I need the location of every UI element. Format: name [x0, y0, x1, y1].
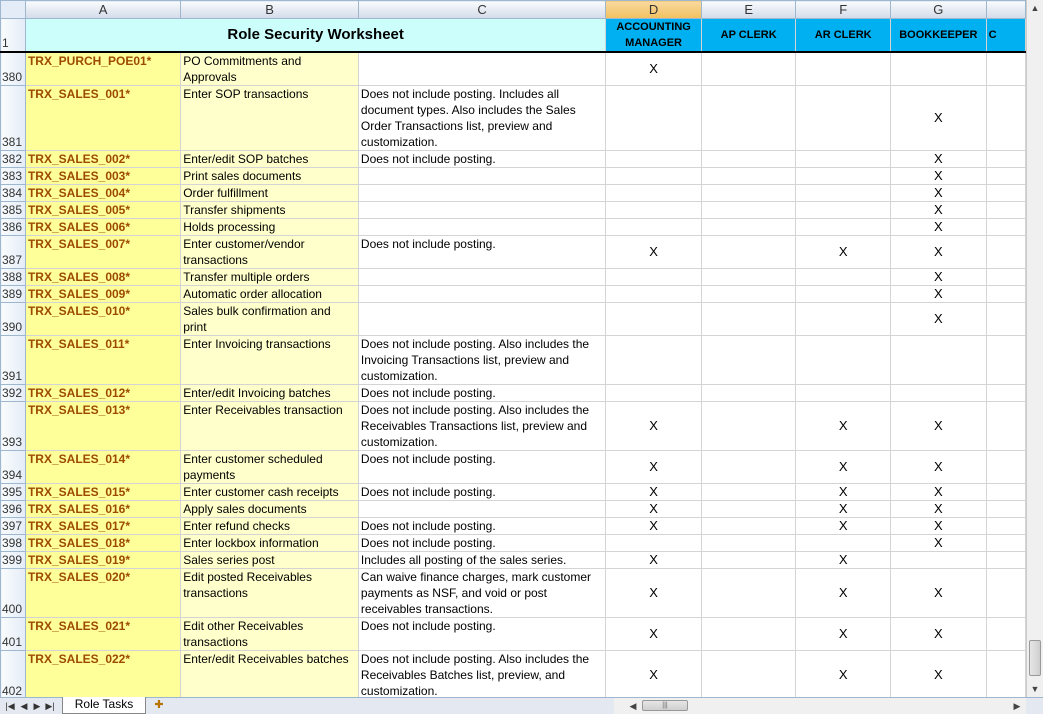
task-id-cell[interactable]: TRX_SALES_005* — [25, 202, 180, 219]
table-row — [1, 402, 1026, 451]
column-header-a[interactable]: A — [25, 1, 180, 19]
role-cell-ap-clerk[interactable] — [701, 86, 796, 151]
task-id-cell[interactable]: TRX_SALES_008* — [25, 269, 180, 286]
task-name-cell[interactable]: Enter Receivables transaction — [181, 402, 359, 451]
role-cell-accounting-manager[interactable]: X — [606, 552, 702, 569]
task-id-cell[interactable]: TRX_SALES_015* — [25, 484, 180, 501]
role-cell-ap-clerk[interactable] — [701, 151, 796, 168]
role-cell-bookkeeper[interactable]: X — [891, 151, 987, 168]
row-header[interactable]: 381 — [1, 86, 26, 151]
column-header-f[interactable]: F — [796, 1, 891, 19]
role-cell-bookkeeper[interactable] — [891, 385, 987, 402]
row-header[interactable]: 398 — [1, 535, 26, 552]
role-cell-ar-clerk[interactable]: X — [796, 552, 891, 569]
role-cell-ap-clerk[interactable] — [701, 336, 796, 385]
role-cell-accounting-manager[interactable]: X — [606, 518, 702, 535]
task-id-cell[interactable]: TRX_SALES_018* — [25, 535, 180, 552]
task-name-cell[interactable]: Transfer multiple orders — [181, 269, 359, 286]
role-cell-accounting-manager[interactable]: X — [606, 618, 702, 651]
role-cell-bookkeeper[interactable] — [891, 52, 987, 86]
task-notes-cell[interactable] — [358, 185, 605, 202]
task-id-cell[interactable]: TRX_SALES_001* — [25, 86, 180, 151]
task-notes-cell[interactable]: Does not include posting. — [358, 385, 605, 402]
table-row — [1, 651, 1026, 698]
task-name-cell[interactable]: Edit other Receivables transactions — [181, 618, 359, 651]
role-cell-bookkeeper[interactable]: X — [891, 303, 987, 336]
task-id-cell[interactable]: TRX_SALES_003* — [25, 168, 180, 185]
table-row — [1, 236, 1026, 269]
role-cell-ap-clerk[interactable] — [701, 569, 796, 618]
row-header[interactable]: 401 — [1, 618, 26, 651]
task-notes-cell[interactable]: Does not include posting. — [358, 484, 605, 501]
scroll-down-icon[interactable]: ▼ — [1030, 684, 1040, 694]
role-cell-ap-clerk[interactable] — [701, 185, 796, 202]
table-row — [1, 569, 1026, 618]
row-header[interactable]: 386 — [1, 219, 26, 236]
empty-cell[interactable] — [986, 385, 1025, 402]
row-header[interactable]: 400 — [1, 569, 26, 618]
empty-cell[interactable] — [986, 484, 1025, 501]
role-cell-bookkeeper[interactable]: X — [891, 484, 987, 501]
last-sheet-icon[interactable]: ▶| — [45, 701, 55, 711]
empty-cell[interactable] — [986, 336, 1025, 385]
role-cell-accounting-manager[interactable]: X — [606, 651, 702, 698]
empty-cell[interactable] — [986, 402, 1025, 451]
row-header[interactable]: 380 — [1, 52, 26, 86]
task-name-cell[interactable]: Automatic order allocation — [181, 286, 359, 303]
task-name-cell[interactable]: Enter Invoicing transactions — [181, 336, 359, 385]
role-cell-bookkeeper[interactable] — [891, 336, 987, 385]
empty-cell[interactable] — [986, 269, 1025, 286]
column-header-b[interactable]: B — [181, 1, 359, 19]
column-header-c[interactable]: C — [358, 1, 605, 19]
task-id-cell[interactable]: TRX_SALES_013* — [25, 402, 180, 451]
role-cell-ar-clerk[interactable]: X — [796, 618, 891, 651]
task-id-cell[interactable]: TRX_SALES_021* — [25, 618, 180, 651]
task-notes-cell[interactable] — [358, 202, 605, 219]
task-id-cell[interactable]: TRX_SALES_022* — [25, 651, 180, 698]
role-cell-ap-clerk[interactable] — [701, 385, 796, 402]
role-cell-bookkeeper[interactable]: X — [891, 185, 987, 202]
task-notes-cell[interactable] — [358, 269, 605, 286]
task-name-cell[interactable]: Enter lockbox information — [181, 535, 359, 552]
empty-cell[interactable] — [986, 303, 1025, 336]
role-cell-ap-clerk[interactable] — [701, 451, 796, 484]
task-notes-cell[interactable] — [358, 303, 605, 336]
role-cell-accounting-manager[interactable] — [606, 151, 702, 168]
row-header[interactable]: 395 — [1, 484, 26, 501]
task-name-cell[interactable]: Enter SOP transactions — [181, 86, 359, 151]
role-cell-ap-clerk[interactable] — [701, 518, 796, 535]
table-row — [1, 552, 1026, 569]
role-cell-bookkeeper[interactable]: X — [891, 535, 987, 552]
empty-cell[interactable] — [986, 202, 1025, 219]
task-name-cell[interactable]: Holds processing — [181, 219, 359, 236]
empty-cell[interactable] — [986, 286, 1025, 303]
table-row — [1, 451, 1026, 484]
task-name-cell[interactable]: Order fulfillment — [181, 185, 359, 202]
row-header[interactable]: 390 — [1, 303, 26, 336]
table-row — [1, 286, 1026, 303]
task-id-cell[interactable]: TRX_SALES_020* — [25, 569, 180, 618]
role-cell-accounting-manager[interactable]: X — [606, 484, 702, 501]
row-header[interactable]: 385 — [1, 202, 26, 219]
role-cell-bookkeeper[interactable]: X — [891, 402, 987, 451]
table-row — [1, 86, 1026, 151]
select-all-corner[interactable] — [1, 1, 26, 19]
row-header[interactable]: 391 — [1, 336, 26, 385]
task-notes-cell[interactable]: Does not include posting. — [358, 618, 605, 651]
task-notes-cell[interactable]: Does not include posting. — [358, 535, 605, 552]
role-cell-accounting-manager[interactable]: X — [606, 501, 702, 518]
role-cell-bookkeeper[interactable]: X — [891, 451, 987, 484]
empty-cell[interactable] — [986, 151, 1025, 168]
role-cell-ap-clerk[interactable] — [701, 535, 796, 552]
role-cell-ar-clerk[interactable] — [796, 168, 891, 185]
empty-cell[interactable] — [986, 618, 1025, 651]
role-cell-bookkeeper[interactable]: X — [891, 168, 987, 185]
task-id-cell[interactable]: TRX_SALES_012* — [25, 385, 180, 402]
task-notes-cell[interactable] — [358, 168, 605, 185]
role-cell-ap-clerk[interactable] — [701, 202, 796, 219]
task-name-cell[interactable]: Enter customer/vendor transactions — [181, 236, 359, 269]
role-cell-ap-clerk[interactable] — [701, 501, 796, 518]
task-notes-cell[interactable]: Does not include posting. Also includes the Receivables Batches list, preview, and customization. — [358, 651, 605, 698]
role-cell-ap-clerk[interactable] — [701, 168, 796, 185]
table-row — [1, 202, 1026, 219]
role-cell-accounting-manager[interactable] — [606, 286, 702, 303]
role-cell-ap-clerk[interactable] — [701, 236, 796, 269]
role-cell-ar-clerk[interactable] — [796, 151, 891, 168]
role-cell-ar-clerk[interactable] — [796, 52, 891, 86]
table-row — [1, 168, 1026, 185]
task-name-cell[interactable]: PO Commitments and Approvals — [181, 52, 359, 86]
row-header[interactable]: 384 — [1, 185, 26, 202]
table-row — [1, 151, 1026, 168]
task-id-cell[interactable]: TRX_SALES_019* — [25, 552, 180, 569]
scroll-left-icon[interactable]: ◀ — [629, 701, 637, 711]
role-cell-bookkeeper[interactable]: X — [891, 236, 987, 269]
row-header[interactable]: 388 — [1, 269, 26, 286]
role-cell-bookkeeper[interactable] — [891, 552, 987, 569]
role-cell-accounting-manager[interactable]: X — [606, 569, 702, 618]
row-header[interactable]: 396 — [1, 501, 26, 518]
task-name-cell[interactable]: Enter/edit Invoicing batches — [181, 385, 359, 402]
role-header-next[interactable]: C — [986, 19, 1025, 53]
table-row — [1, 269, 1026, 286]
role-cell-accounting-manager[interactable] — [606, 168, 702, 185]
role-cell-ar-clerk[interactable] — [796, 385, 891, 402]
table-row — [1, 484, 1026, 501]
table-row — [1, 518, 1026, 535]
role-cell-accounting-manager[interactable] — [606, 535, 702, 552]
role-cell-bookkeeper[interactable]: X — [891, 618, 987, 651]
role-cell-accounting-manager[interactable]: X — [606, 236, 702, 269]
task-id-cell[interactable]: TRX_SALES_004* — [25, 185, 180, 202]
task-id-cell[interactable]: TRX_SALES_006* — [25, 219, 180, 236]
column-header-e[interactable]: E — [701, 1, 796, 19]
role-cell-ap-clerk[interactable] — [701, 303, 796, 336]
role-cell-ar-clerk[interactable]: X — [796, 501, 891, 518]
task-notes-cell[interactable]: Includes all posting of the sales series. — [358, 552, 605, 569]
table-row — [1, 618, 1026, 651]
task-name-cell[interactable]: Sales series post — [181, 552, 359, 569]
task-notes-cell[interactable] — [358, 286, 605, 303]
row-header[interactable]: 1 — [1, 19, 26, 53]
prev-sheet-icon[interactable]: ◀ — [20, 701, 28, 711]
next-sheet-icon[interactable]: ▶ — [33, 701, 41, 711]
task-name-cell[interactable]: Enter customer scheduled payments — [181, 451, 359, 484]
row-header[interactable]: 397 — [1, 518, 26, 535]
empty-cell[interactable] — [986, 185, 1025, 202]
role-header-ap-clerk[interactable]: AP CLERK — [701, 19, 796, 53]
empty-cell[interactable] — [986, 86, 1025, 151]
task-id-cell[interactable]: TRX_SALES_017* — [25, 518, 180, 535]
role-cell-bookkeeper[interactable]: X — [891, 501, 987, 518]
role-header-bookkeeper[interactable]: BOOKKEEPER — [891, 19, 987, 53]
role-cell-bookkeeper[interactable]: X — [891, 219, 987, 236]
task-name-cell[interactable]: Enter refund checks — [181, 518, 359, 535]
role-cell-ar-clerk[interactable]: X — [796, 484, 891, 501]
vertical-scroll-thumb[interactable] — [1029, 640, 1041, 676]
table-row — [1, 52, 1026, 86]
role-cell-accounting-manager[interactable] — [606, 219, 702, 236]
task-id-cell[interactable]: TRX_SALES_007* — [25, 236, 180, 269]
task-notes-cell[interactable]: Does not include posting. — [358, 518, 605, 535]
role-cell-accounting-manager[interactable] — [606, 86, 702, 151]
role-cell-ar-clerk[interactable] — [796, 202, 891, 219]
role-cell-ar-clerk[interactable]: X — [796, 569, 891, 618]
role-cell-bookkeeper[interactable]: X — [891, 651, 987, 698]
task-notes-cell[interactable]: Does not include posting. Also includes the Receivables Transactions list, preview and customization. — [358, 402, 605, 451]
role-cell-ap-clerk[interactable] — [701, 618, 796, 651]
sheet-tab-role-tasks[interactable]: Role Tasks — [62, 697, 146, 714]
vertical-scrollbar[interactable] — [1026, 0, 1043, 697]
role-cell-accounting-manager[interactable]: X — [606, 451, 702, 484]
row-header[interactable]: 402 — [1, 651, 26, 698]
empty-cell[interactable] — [986, 219, 1025, 236]
empty-cell[interactable] — [986, 552, 1025, 569]
row-header[interactable]: 383 — [1, 168, 26, 185]
role-cell-accounting-manager[interactable]: X — [606, 52, 702, 86]
task-notes-cell[interactable] — [358, 501, 605, 518]
task-name-cell[interactable]: Enter/edit Receivables batches — [181, 651, 359, 698]
role-cell-bookkeeper[interactable]: X — [891, 269, 987, 286]
column-header-g[interactable]: G — [891, 1, 987, 19]
task-id-cell[interactable]: TRX_SALES_016* — [25, 501, 180, 518]
role-cell-accounting-manager[interactable] — [606, 185, 702, 202]
task-name-cell[interactable]: Enter/edit SOP batches — [181, 151, 359, 168]
role-cell-accounting-manager[interactable] — [606, 303, 702, 336]
insert-sheet-icon[interactable]: ✚ — [154, 699, 164, 711]
task-notes-cell[interactable]: Does not include posting. — [358, 236, 605, 269]
task-notes-cell[interactable]: Does not include posting. — [358, 451, 605, 484]
role-cell-ap-clerk[interactable] — [701, 651, 796, 698]
task-name-cell[interactable]: Sales bulk confirmation and print — [181, 303, 359, 336]
empty-cell[interactable] — [986, 569, 1025, 618]
task-notes-cell[interactable] — [358, 52, 605, 86]
task-id-cell[interactable]: TRX_SALES_011* — [25, 336, 180, 385]
empty-cell[interactable] — [986, 518, 1025, 535]
task-notes-cell[interactable]: Does not include posting. Also includes the Invoicing Transactions list, preview and customization. — [358, 336, 605, 385]
task-id-cell[interactable]: TRX_SALES_009* — [25, 286, 180, 303]
row-header[interactable]: 387 — [1, 236, 26, 269]
empty-cell[interactable] — [986, 501, 1025, 518]
task-name-cell[interactable]: Print sales documents — [181, 168, 359, 185]
role-cell-ar-clerk[interactable] — [796, 269, 891, 286]
table-row — [1, 385, 1026, 402]
empty-cell[interactable] — [986, 168, 1025, 185]
role-cell-accounting-manager[interactable] — [606, 385, 702, 402]
task-name-cell[interactable]: Transfer shipments — [181, 202, 359, 219]
task-id-cell[interactable]: TRX_SALES_014* — [25, 451, 180, 484]
task-notes-cell[interactable]: Does not include posting. — [358, 151, 605, 168]
row-header[interactable]: 392 — [1, 385, 26, 402]
role-cell-bookkeeper[interactable]: X — [891, 86, 987, 151]
role-header-ar-clerk[interactable]: AR CLERK — [796, 19, 891, 53]
horizontal-scroll-thumb[interactable]: ||| — [642, 700, 688, 711]
role-cell-ap-clerk[interactable] — [701, 219, 796, 236]
task-name-cell[interactable]: Enter customer cash receipts — [181, 484, 359, 501]
table-row — [1, 303, 1026, 336]
worksheet-title[interactable]: Role Security Worksheet — [25, 19, 605, 53]
role-cell-ar-clerk[interactable] — [796, 336, 891, 385]
row-header[interactable]: 382 — [1, 151, 26, 168]
task-id-cell[interactable]: TRX_SALES_010* — [25, 303, 180, 336]
role-cell-ar-clerk[interactable]: X — [796, 651, 891, 698]
role-cell-ap-clerk[interactable] — [701, 402, 796, 451]
empty-cell[interactable] — [986, 535, 1025, 552]
task-notes-cell[interactable]: Does not include posting. Includes all document types. Also includes the Sales Order Transactions list, preview and customization. — [358, 86, 605, 151]
role-cell-accounting-manager[interactable] — [606, 269, 702, 286]
column-header-d[interactable]: D — [606, 1, 702, 19]
role-cell-ap-clerk[interactable] — [701, 52, 796, 86]
table-row — [1, 185, 1026, 202]
column-header-h[interactable] — [986, 1, 1025, 19]
row-header[interactable]: 389 — [1, 286, 26, 303]
role-cell-bookkeeper[interactable]: X — [891, 286, 987, 303]
table-row — [1, 336, 1026, 385]
empty-cell[interactable] — [986, 651, 1025, 698]
role-cell-accounting-manager[interactable] — [606, 202, 702, 219]
role-cell-bookkeeper[interactable]: X — [891, 518, 987, 535]
horizontal-scrollbar[interactable] — [614, 698, 1026, 714]
role-cell-ar-clerk[interactable] — [796, 219, 891, 236]
role-cell-accounting-manager[interactable] — [606, 336, 702, 385]
role-cell-ap-clerk[interactable] — [701, 269, 796, 286]
role-cell-ar-clerk[interactable] — [796, 535, 891, 552]
scroll-up-icon[interactable]: ▲ — [1030, 3, 1040, 13]
empty-cell[interactable] — [986, 236, 1025, 269]
row-header[interactable]: 393 — [1, 402, 26, 451]
task-name-cell[interactable]: Edit posted Receivables transactions — [181, 569, 359, 618]
task-notes-cell[interactable] — [358, 219, 605, 236]
role-cell-ar-clerk[interactable]: X — [796, 518, 891, 535]
role-cell-ar-clerk[interactable]: X — [796, 402, 891, 451]
task-id-cell[interactable]: TRX_SALES_002* — [25, 151, 180, 168]
empty-cell[interactable] — [986, 451, 1025, 484]
row-header[interactable]: 399 — [1, 552, 26, 569]
role-cell-ap-clerk[interactable] — [701, 484, 796, 501]
task-id-cell[interactable]: TRX_PURCH_POE01* — [25, 52, 180, 86]
role-header-accounting-manager[interactable]: ACCOUNTING MANAGER — [606, 19, 702, 53]
table-row — [1, 219, 1026, 236]
row-header[interactable]: 394 — [1, 451, 26, 484]
role-cell-ar-clerk[interactable] — [796, 86, 891, 151]
scroll-right-icon[interactable]: ▶ — [1013, 701, 1021, 711]
role-cell-ar-clerk[interactable]: X — [796, 451, 891, 484]
table-row — [1, 501, 1026, 518]
role-cell-ap-clerk[interactable] — [701, 552, 796, 569]
role-cell-bookkeeper[interactable]: X — [891, 569, 987, 618]
sheet-tab-bar — [0, 697, 1043, 714]
role-cell-ar-clerk[interactable] — [796, 185, 891, 202]
table-row — [1, 535, 1026, 552]
role-cell-ar-clerk[interactable] — [796, 286, 891, 303]
task-name-cell[interactable]: Apply sales documents — [181, 501, 359, 518]
role-cell-ar-clerk[interactable]: X — [796, 236, 891, 269]
role-cell-bookkeeper[interactable]: X — [891, 202, 987, 219]
empty-cell[interactable] — [986, 52, 1025, 86]
task-notes-cell[interactable]: Can waive finance charges, mark customer payments as NSF, and void or post receivables transactions. — [358, 569, 605, 618]
role-cell-accounting-manager[interactable]: X — [606, 402, 702, 451]
role-cell-ap-clerk[interactable] — [701, 286, 796, 303]
role-cell-ar-clerk[interactable] — [796, 303, 891, 336]
first-sheet-icon[interactable]: |◀ — [5, 701, 15, 711]
